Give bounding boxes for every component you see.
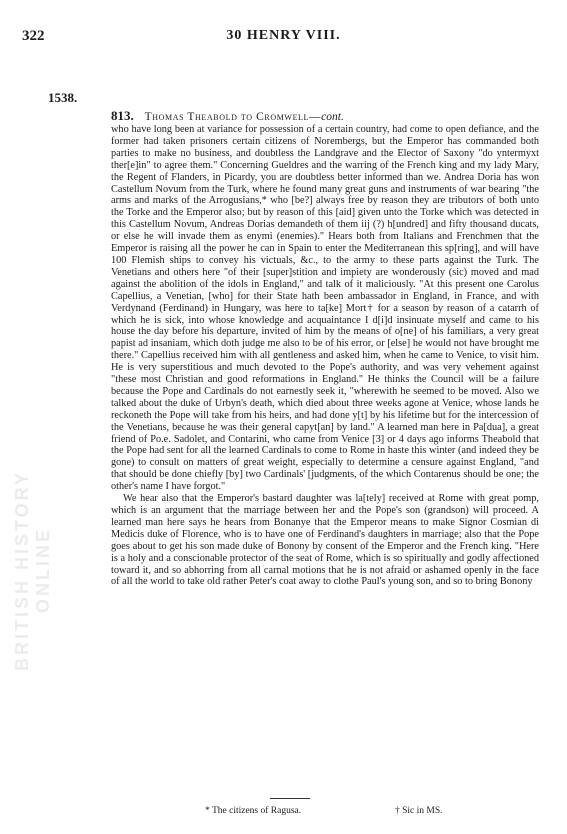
paragraph: who have long been at variance for possession of a certain country, had come to open defiance, and the former had taken prisoners certain citizens of Norembergs, but the Emperor has commanded both parties to make no business, and doubtless the Landgrave and the Elector of Saxony "do yntermyxt ther[e]in" to agree them." Concerning Gueldres and the warring of the French king and my lady Mary, the Regent of Flanders, in Picardy, you are doubtless better informed than we. Andrea Doria has won Castellum Novum from the Turk, where he found many great guns and instruments of war bearing "the arms and marks of the Arrogusians,* who [be?] always free by reason they are tributors of both unto the Torke and the Emperor also; but by reason of this [aid] given unto the Torke which was detected in this Castellum Novum, Andreas Dorias demandeth of them iij (?) h[undred] and fifty thousand ducats, or else he will invade them as enymi (enemies)." Hears both from Italians and Frenchmen that the Emperor is raising all the power he can in Spain to enter the Mediterranean this sp[ring], and will have 100 Flemish ships to convey his victuals, &c., to the army to these parts against the Turk. The Venetians and others here "of their [super]stition and impiety are wonderously (sic) moved and mad against the abolition of the idols in England," and talk of it maliciously. "At this present one Carolus Capellius, a Venetian, [who] for their State hath been ambassador in England, in France, and with Verdynand (Ferdinand) in Hungary, was here to ta[ke] Mort† for a season by reason of a catarrh of which he is sick, into whose knowledge and acquaintance I d[i]d insinuate myself and came to his house the day before his departure, invited of him by the means of o[ne] of his familiars, a very great papist ad insaniam, which doth judge me also to be of his error, or [else] he would not have brought me there." Capellius received him with all gentleness and asked him, when he came to Venice, to visit him. He is very superstitious and much devoted to the Pope's authority, and was very vehement against "these most Christian and good reformations in England." He thinks the Council will be a failure because the Pope and Cardinals do not earnestly seek it, "wherewith he seemed to be moved. Also we talked about the duke of Urbyn's death, which died about three weeks agone at Venice, whose lands he reckoneth the Pope will take from his heirs, and had done y[t] by his lifetime but for the intercession of the Venetians, because he was their general capyt[an] by land." A learned man here in Pa[dua], a great friend of Po.e. Sadolet, and Contarini, who came from Venice [3] or 4 days ago informs Theabold that the Pope had sent for all the learned Cardinals to come to Rome in haste this winter (and indeed they be gone) to consult on matters of great weight, especially to determine a censure against England, "and that should be done chiefly [by] two Cardinals' [judgments, of the which Contarenus should be one; the other's name I have forgot.": [111, 124, 539, 493]
entry-heading: [111, 108, 344, 124]
entry-title: Thomas Theabold to Cromwell—: [144, 111, 322, 123]
footnote: * The citizens of Ragusa.: [205, 806, 302, 816]
entry-cont: cont.: [321, 111, 344, 123]
page-number: 322: [22, 28, 45, 44]
body-text: [111, 124, 539, 588]
footnote-rule: [270, 798, 310, 799]
year-margin: 1538.: [48, 90, 78, 105]
paragraph: We hear also that the Emperor's bastard daughter was la[tely] received at Rome with great pomp, which is an argument that the marriage between her and the Pope's son (grandson) will proceed. A learned man here says he hears from Bonanye that the Emperor means to make Signor Cosmian di Medicis duke of Florence, who is to have one of Ferdinand's daughters in marriage; also that the Pope goes about to get his son made duke of Bonony by consent of the Emperor and the French king. "Here is a holy and a conscionable protector of the seat of Rome, which is so spiritually and godly affectioned toward it, and so abhorring from all carnal motions that he is not afraid or ashamed openly in the face of all the world to take old rather Peter's coat away to clothe Paul's young son, and so to bring Bonony: [111, 493, 539, 588]
entry-number: 813.: [111, 108, 134, 123]
running-head: 30 HENRY VIII.: [226, 28, 341, 43]
footnote: † Sic in MS.: [395, 806, 443, 816]
watermark: BRITISH HISTORY ONLINE: [12, 469, 53, 671]
